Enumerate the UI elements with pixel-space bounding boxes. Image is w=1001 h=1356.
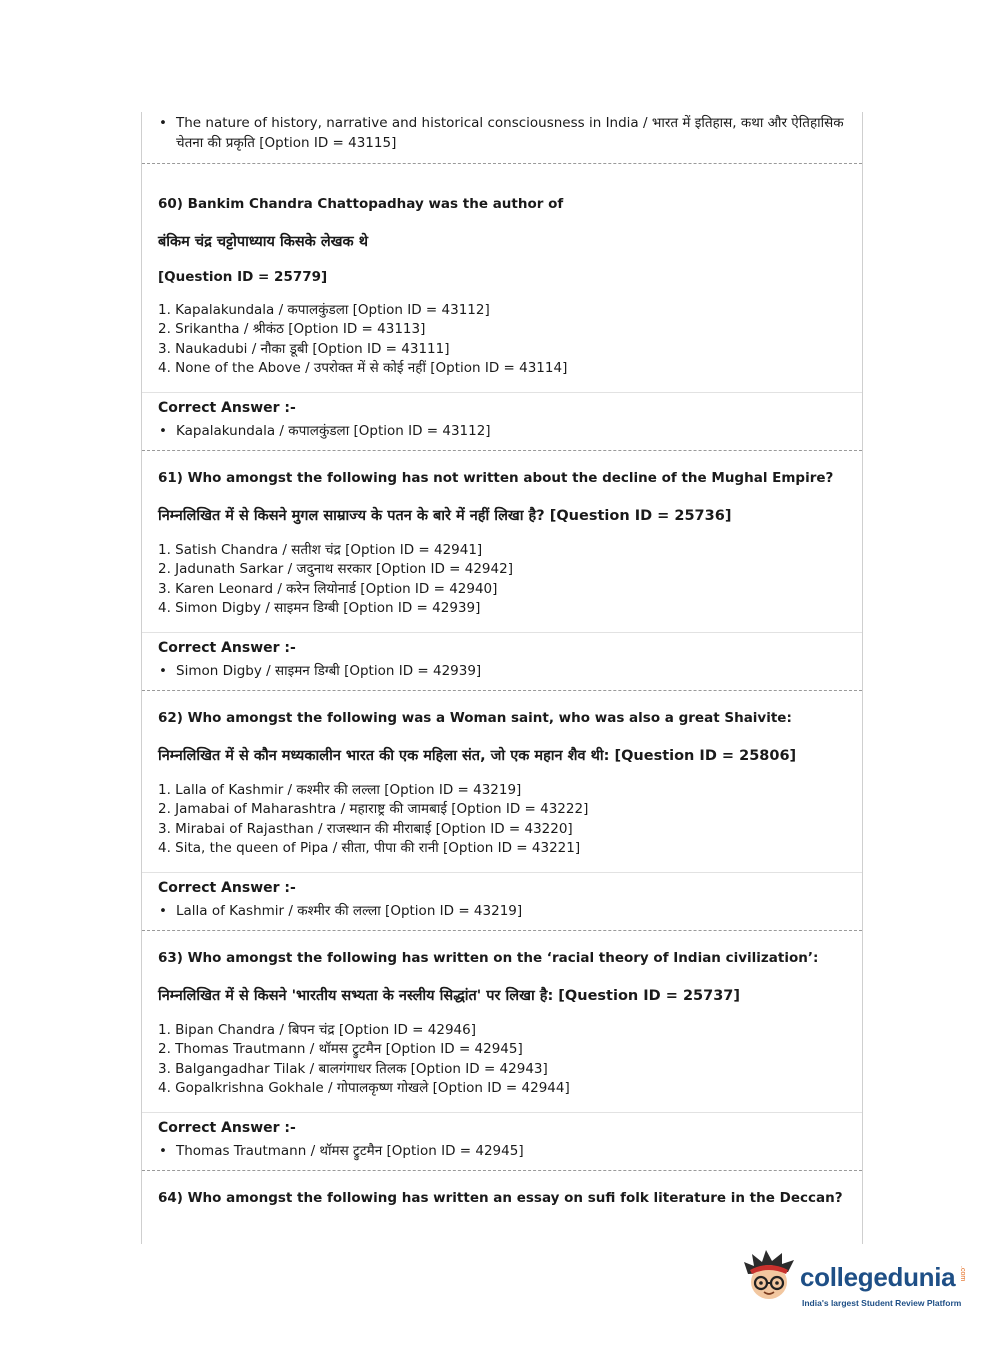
separator <box>142 1112 862 1113</box>
question-60-hindi: बंकिम चंद्र चट्टोपाध्याय किसके लेखक थे <box>158 234 368 250</box>
divider <box>142 1170 862 1171</box>
correct-answer-62 <box>158 902 848 922</box>
question-61-heading: 61) Who amongst the following has not written about the decline of the Mughal Empire? <box>158 470 834 486</box>
collegedunia-logo <box>738 1246 968 1316</box>
question-60-option: 3. Naukadubi / नौका डूबी [Option ID = 43111] <box>158 341 450 357</box>
correct-answer-text: Lalla of Kashmir / कश्मीर की लल्ला [Option ID = 43219] <box>176 903 523 919</box>
divider <box>142 163 862 164</box>
correct-answer-label: Correct Answer :- <box>158 640 296 656</box>
question-62-option: 4. Sita, the queen of Pipa / सीता, पीपा की रानी [Option ID = 43221] <box>158 840 581 856</box>
divider <box>142 690 862 691</box>
separator <box>142 392 862 393</box>
question-63-heading: 63) Who amongst the following has written on the ‘racial theory of Indian civilization’: <box>158 950 819 966</box>
question-60-option: 1. Kapalakundala / कपालकुंडला [Option ID = 43112] <box>158 302 490 318</box>
question-63-option: 2. Thomas Trautmann / थॉमस ट्रुटमैन [Option ID = 42945] <box>158 1041 523 1057</box>
previous-answer <box>158 114 848 153</box>
previous-answer-text: The nature of history, narrative and historical consciousness in India / भारत में इतिहास, कथा और ऐतिहासिक चेतना की प्रकृति [Option ID = 43115] <box>176 115 844 151</box>
question-60-option: 2. Srikantha / श्रीकंठ [Option ID = 43113] <box>158 321 426 337</box>
correct-answer-text: Thomas Trautmann / थॉमस ट्रुटमैन [Option ID = 42945] <box>176 1143 524 1159</box>
correct-answer-63 <box>158 1142 848 1162</box>
correct-answer-text: Simon Digby / साइमन डिग्बी [Option ID = 42939] <box>176 663 482 679</box>
divider <box>142 930 862 931</box>
question-62-option: 1. Lalla of Kashmir / कश्मीर की लल्ला [Option ID = 43219] <box>158 782 522 798</box>
logo-suffix: .com <box>959 1266 966 1282</box>
question-61-option: 3. Karen Leonard / करेन लियोनार्ड [Option ID = 42940] <box>158 581 498 597</box>
correct-answer-60 <box>158 422 848 442</box>
question-62-option: 2. Jamabai of Maharashtra / महाराष्ट्र की जामबाई [Option ID = 43222] <box>158 801 589 817</box>
correct-answer-label: Correct Answer :- <box>158 880 296 896</box>
separator <box>142 632 862 633</box>
correct-answer-label: Correct Answer :- <box>158 1120 296 1136</box>
logo-wordmark: collegedunia <box>800 1262 956 1292</box>
correct-answer-text: Kapalakundala / कपालकुंडला [Option ID = 43112] <box>176 423 491 439</box>
separator <box>142 872 862 873</box>
correct-answer-label: Correct Answer :- <box>158 400 296 416</box>
document-page <box>141 112 863 1244</box>
question-61-hindi: निम्नलिखित में से किसने मुगल साम्राज्य के पतन के बारे में नहीं लिखा है? [Question ID = 25736] <box>158 508 732 524</box>
question-62-hindi: निम्नलिखित में से कौन मध्यकालीन भारत की एक महिला संत, जो एक महान शैव थी: [Question ID = 25806] <box>158 748 797 764</box>
divider <box>142 450 862 451</box>
question-60-heading: 60) Bankim Chandra Chattopadhay was the author of <box>158 196 564 212</box>
question-63-option: 1. Bipan Chandra / बिपन चंद्र [Option ID = 42946] <box>158 1022 476 1038</box>
question-64-heading: 64) Who amongst the following has written an essay on sufi folk literature in the Deccan? <box>158 1190 843 1206</box>
mascot-icon <box>738 1248 800 1310</box>
question-63-option: 3. Balgangadhar Tilak / बालगंगाधर तिलक [Option ID = 42943] <box>158 1061 548 1077</box>
question-63-option: 4. Gopalkrishna Gokhale / गोपालकृष्ण गोखले [Option ID = 42944] <box>158 1080 570 1096</box>
question-62-option: 3. Mirabai of Rajasthan / राजस्थान की मीराबाई [Option ID = 43220] <box>158 821 573 837</box>
question-61-option: 4. Simon Digby / साइमन डिग्बी [Option ID = 42939] <box>158 600 481 616</box>
question-63-hindi: निम्नलिखित में से किसने 'भारतीय सभ्यता के नस्लीय सिद्धांत' पर लिखा है: [Question ID = 25737] <box>158 988 741 1004</box>
logo-tagline: India's largest Student Review Platform <box>802 1298 962 1308</box>
question-62-heading: 62) Who amongst the following was a Woman saint, who was also a great Shaivite: <box>158 710 792 726</box>
question-60-option: 4. None of the Above / उपरोक्त में से कोई नहीं [Option ID = 43114] <box>158 360 568 376</box>
question-61-option: 2. Jadunath Sarkar / जदुनाथ सरकार [Option ID = 42942] <box>158 561 513 577</box>
question-60-id: [Question ID = 25779] <box>158 269 328 285</box>
correct-answer-61 <box>158 662 848 682</box>
question-61-option: 1. Satish Chandra / सतीश चंद्र [Option ID = 42941] <box>158 542 483 558</box>
